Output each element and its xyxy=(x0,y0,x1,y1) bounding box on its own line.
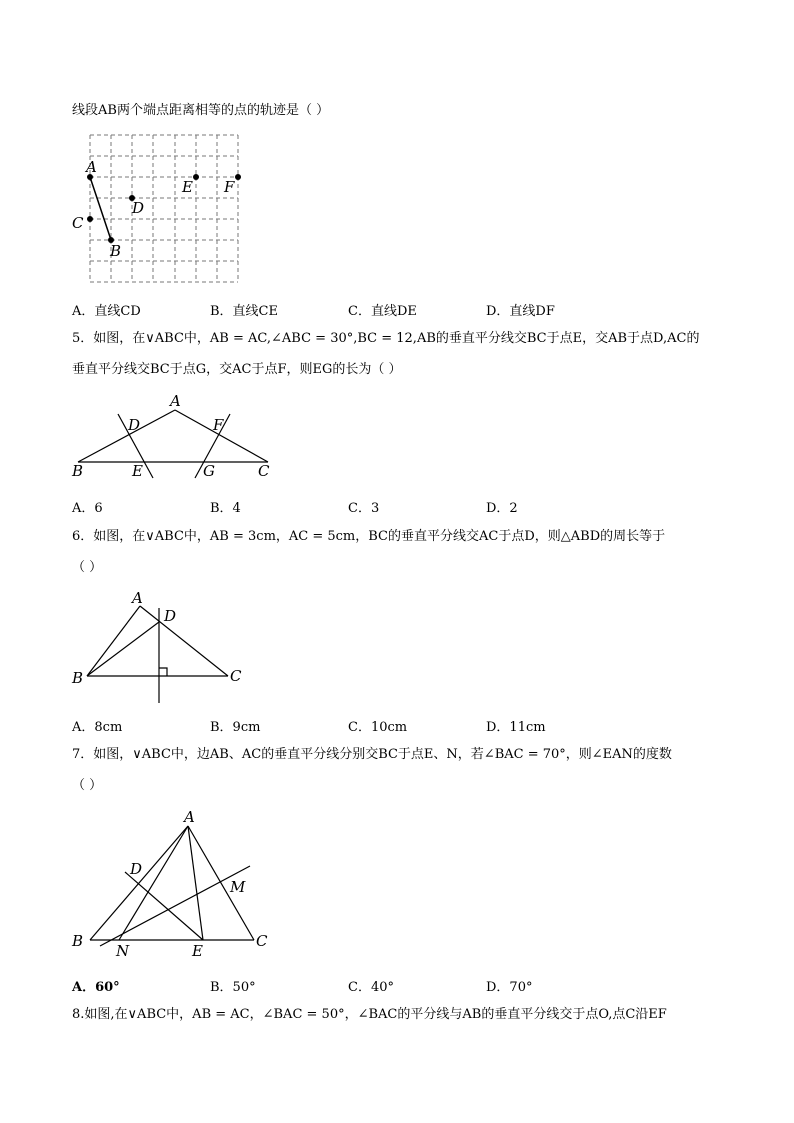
label-g: G xyxy=(203,462,215,480)
q6-option-c: C．10cm xyxy=(348,720,408,735)
q5-stem-line2: 垂直平分线交BC于点G，交AC于点F，则EG的长为（ ） xyxy=(72,362,402,377)
q6-option-d: D．11cm xyxy=(486,720,546,735)
label-d: D xyxy=(164,607,177,625)
q4-option-c: C．直线DE xyxy=(348,304,417,319)
label-d: D xyxy=(128,416,141,434)
label-e: E xyxy=(182,178,193,196)
label-f: F xyxy=(213,416,224,434)
label-m: M xyxy=(230,878,246,896)
label-b: B xyxy=(72,932,84,950)
q5-option-a: A．6 xyxy=(72,501,103,516)
label-b: B xyxy=(110,242,122,260)
q6-option-b: B．9cm xyxy=(210,720,261,735)
q5-stem-line1: 5．如图，在∨ABC中，AB = AC,∠ABC = 30°,BC = 12,AB的垂直平分线交BC于点E，交AB于点D,AC的 xyxy=(72,331,700,346)
q8-stem-line1: 8.如图,在∨ABC中，AB = AC，∠BAC = 50°，∠BAC的平分线与AB的垂直平分线交于点O,点C沿EF xyxy=(72,1007,667,1022)
label-d: D xyxy=(132,199,145,217)
label-a: A xyxy=(184,808,195,826)
q7-stem-line2: （ ） xyxy=(72,778,103,793)
q4-option-a: A．直线CD xyxy=(72,304,141,319)
q5-option-d: D．2 xyxy=(486,501,518,516)
label-a: A xyxy=(132,589,143,607)
q7-option-a: A．60° xyxy=(72,980,120,995)
label-n: N xyxy=(116,942,130,960)
label-e: E xyxy=(192,942,203,960)
label-c: C xyxy=(256,932,268,950)
label-c: C xyxy=(258,462,270,480)
label-c: C xyxy=(230,667,242,685)
label-b: B xyxy=(72,669,84,687)
label-c: C xyxy=(72,214,84,232)
label-b: B xyxy=(72,462,84,480)
label-f: F xyxy=(224,178,235,196)
q6-stem-line2: （ ） xyxy=(72,560,103,575)
q5-option-b: B．4 xyxy=(210,501,241,516)
q7-stem-line1: 7．如图，∨ABC中，边AB、AC的垂直平分线分别交BC于点E、N，若∠BAC = 70°，则∠EAN的度数 xyxy=(72,747,672,762)
q4-option-b: B．直线CE xyxy=(210,304,278,319)
label-d: D xyxy=(130,860,143,878)
label-a: A xyxy=(86,158,97,176)
label-e: E xyxy=(132,462,143,480)
label-a: A xyxy=(170,392,181,410)
q6-stem-line1: 6．如图，在∨ABC中，AB = 3cm，AC = 5cm，BC的垂直平分线交AC于点D，则△ABD的周长等于 xyxy=(72,529,666,544)
q7-option-b: B．50° xyxy=(210,980,256,995)
q7-option-d: D．70° xyxy=(486,980,533,995)
q5-option-c: C．3 xyxy=(348,501,380,516)
q4-stem: 线段AB两个端点距离相等的点的轨迹是（ ） xyxy=(72,103,330,118)
q4-option-d: D．直线DF xyxy=(486,304,555,319)
q6-option-a: A．8cm xyxy=(72,720,123,735)
q7-option-c: C．40° xyxy=(348,980,394,995)
